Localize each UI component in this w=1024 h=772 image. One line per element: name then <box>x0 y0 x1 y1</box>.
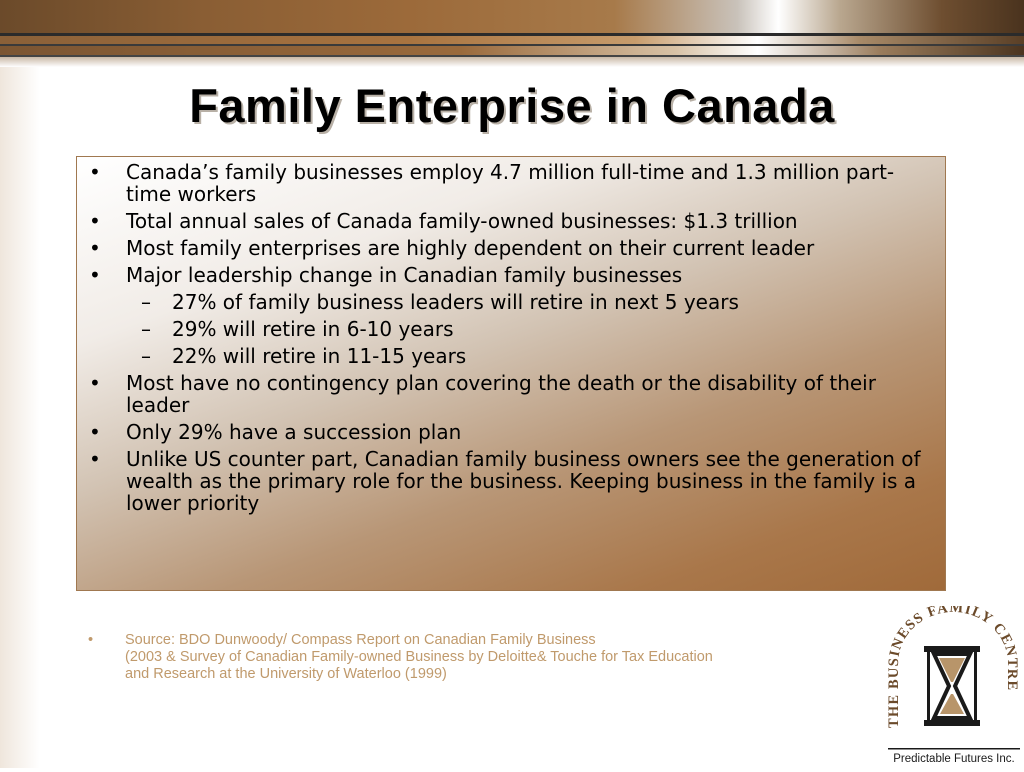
slide-title: Family Enterprise in Canada <box>189 79 835 132</box>
header-band-low <box>0 46 1024 55</box>
source-line-1: Source: BDO Dunwoody/ Compass Report on Canadian Family Business <box>125 632 596 648</box>
bullet-item <box>77 210 937 232</box>
bullet-dot: • <box>89 263 101 287</box>
source-line-3: and Research at the University of Waterloo (1999) <box>125 666 447 682</box>
header-fade <box>0 57 1024 67</box>
bullet-text: Total annual sales of Canada family-owned businesses: $1.3 trillion <box>126 209 798 233</box>
bullet-list <box>77 161 937 519</box>
sub-bullet-dash: – <box>141 290 151 314</box>
logo-tagline: Predictable Futures Inc. <box>893 753 1015 765</box>
bullet-text: Most have no contingency plan covering the death or the disability of their leader <box>126 371 876 417</box>
sub-bullet-text: 22% will retire in 11-15 years <box>172 344 467 368</box>
sub-bullet-item <box>77 345 937 367</box>
sub-bullet-item <box>77 318 937 340</box>
sub-bullet-item <box>77 291 937 313</box>
logo-arc-text: THE BUSINESS FAMILY CENTRE <box>885 606 1021 728</box>
bullet-dot: • <box>89 209 101 233</box>
bullet-item <box>77 237 937 259</box>
source-line-2: (2003 & Survey of Canadian Family-owned Business by Deloitte& Touche for Tax Education <box>125 649 713 665</box>
bullet-dot: • <box>89 160 101 184</box>
bullet-text: Major leadership change in Canadian family businesses <box>126 263 683 287</box>
sub-bullet-dash: – <box>141 344 151 368</box>
bullet-dot: • <box>89 236 101 260</box>
bullet-text: Only 29% have a succession plan <box>126 420 462 444</box>
source-citation <box>88 632 848 683</box>
header-band-top <box>0 0 1024 33</box>
header-band-mid <box>0 36 1024 44</box>
sub-bullet-dash: – <box>141 317 151 341</box>
bullet-item <box>77 372 937 416</box>
logo-graphic <box>884 606 1024 768</box>
bullet-dot: • <box>89 447 101 471</box>
content-box <box>76 156 946 591</box>
bullet-item <box>77 161 937 205</box>
sub-bullet-text: 29% will retire in 6-10 years <box>172 317 454 341</box>
bullet-dot: • <box>89 371 101 395</box>
left-edge-fade <box>0 67 40 768</box>
bullet-text: Unlike US counter part, Canadian family business owners see the generation of wealth as the primary role for the business. Keeping business in the family is a lower priority <box>126 447 921 515</box>
sub-bullet-text: 27% of family business leaders will retire in next 5 years <box>172 290 739 314</box>
hourglass-icon <box>924 646 980 726</box>
bullet-text: Canada’s family businesses employ 4.7 million full-time and 1.3 million part-time workers <box>126 160 895 206</box>
bullet-dot: • <box>89 420 101 444</box>
source-bullet-dot: • <box>88 632 94 648</box>
bullet-item <box>77 264 937 286</box>
bullet-item <box>77 448 937 514</box>
bullet-text: Most family enterprises are highly dependent on their current leader <box>126 236 815 260</box>
business-family-centre-logo <box>884 606 1024 768</box>
bullet-item <box>77 421 937 443</box>
